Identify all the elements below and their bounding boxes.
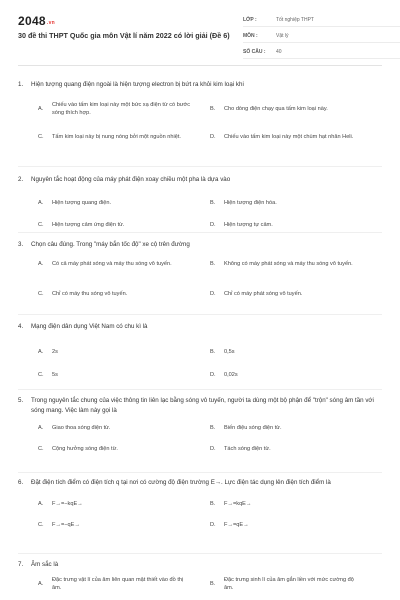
option-d[interactable] bbox=[210, 371, 364, 379]
meta-row-class bbox=[243, 13, 400, 27]
option-text: Hiện tượng quang điện. bbox=[52, 200, 112, 206]
question-2 bbox=[18, 175, 382, 228]
question-number: 7. bbox=[18, 561, 24, 568]
meta-value: 40 bbox=[276, 48, 282, 55]
meta-row-count bbox=[243, 45, 400, 59]
option-letter: B. bbox=[210, 425, 216, 431]
question-text: Nguyên tắc hoạt động của máy phát điện xoay chiều một pha là dựa vào bbox=[31, 176, 231, 183]
option-letter: B. bbox=[210, 200, 216, 206]
question-number: 2. bbox=[18, 176, 24, 183]
question-7 bbox=[18, 560, 382, 591]
divider bbox=[18, 389, 382, 390]
option-text: Chỉ có máy phát sóng vô tuyến. bbox=[224, 291, 303, 297]
option-text: Hiện tượng điện hóa. bbox=[224, 200, 277, 206]
option-letter: C. bbox=[38, 134, 44, 140]
option-letter: A. bbox=[38, 349, 44, 355]
option-letter: D. bbox=[210, 446, 216, 452]
option-text: Hiện tượng cảm ứng điện từ. bbox=[52, 222, 125, 228]
question-4 bbox=[18, 322, 382, 378]
option-text: Chiếu vào tấm kim loại này một chùm hạt nhân Heli. bbox=[224, 134, 354, 140]
option-letter: B. bbox=[210, 261, 216, 267]
option-text: 0,02s bbox=[224, 372, 238, 378]
option-text: 2s bbox=[52, 349, 58, 355]
option-a[interactable] bbox=[38, 348, 192, 356]
option-letter: A. bbox=[38, 425, 44, 431]
logo-main-text: 2048 bbox=[18, 14, 46, 28]
document-title: 30 đề thi THPT Quốc gia môn Vật lí năm 2022 có lời giải (Đề 6) bbox=[18, 31, 230, 40]
option-text: Chỉ có máy thu sóng vô tuyến. bbox=[52, 291, 128, 297]
option-b[interactable] bbox=[210, 199, 364, 207]
option-text: Chiếu vào tấm kim loại này một bức xạ điện từ có bước sóng thích hợp. bbox=[52, 102, 191, 116]
option-letter: B. bbox=[210, 501, 216, 507]
question-number: 6. bbox=[18, 479, 24, 486]
meta-value: Tốt nghiệp THPT bbox=[276, 16, 314, 23]
option-d[interactable] bbox=[210, 133, 364, 141]
option-c[interactable] bbox=[38, 133, 192, 141]
option-letter: D. bbox=[210, 372, 216, 378]
option-letter: A. bbox=[38, 501, 44, 507]
option-letter: D. bbox=[210, 222, 216, 228]
option-text: Hiện tượng tự cảm. bbox=[224, 222, 273, 228]
question-text: Đặt điện tích điểm có điện tích q tại nơi có cường độ điện trường E→. Lực điện tác dụng lên điện tích điểm là bbox=[31, 479, 331, 486]
option-b[interactable] bbox=[210, 348, 364, 356]
document-meta bbox=[243, 13, 400, 61]
option-letter: D. bbox=[210, 522, 216, 528]
option-a[interactable] bbox=[38, 101, 192, 117]
option-letter: C. bbox=[38, 372, 44, 378]
option-d[interactable] bbox=[210, 445, 364, 453]
option-letter: A. bbox=[38, 581, 44, 587]
question-text: Hiện tượng quang điện ngoài là hiện tượng electron bị bứt ra khỏi kim loại khi bbox=[31, 81, 244, 88]
option-text: 0,5s bbox=[224, 349, 235, 355]
divider bbox=[18, 314, 382, 315]
option-letter: B. bbox=[210, 349, 216, 355]
option-a[interactable] bbox=[38, 199, 192, 207]
question-5 bbox=[18, 396, 382, 452]
meta-label: MÔN : bbox=[243, 32, 258, 39]
option-text: F→=−qE→ bbox=[52, 522, 80, 528]
option-text: Có cả máy phát sóng và máy thu sóng vô tuyến. bbox=[52, 261, 172, 267]
option-a[interactable] bbox=[38, 500, 192, 508]
question-text: Chọn câu đúng. Trong "máy bắn tốc độ" xe cộ trên đường bbox=[31, 241, 190, 248]
question-3 bbox=[18, 240, 382, 297]
question-1 bbox=[18, 80, 382, 140]
option-letter: A. bbox=[38, 261, 44, 267]
option-a[interactable] bbox=[38, 576, 192, 592]
question-text: Trong nguyên tắc chung của việc thông tin liên lạc bằng sóng vô tuyến, người ta dùng một bộ phận để "trộn" sóng âm tần với sóng mang. Việc làm này gọi là bbox=[31, 397, 374, 414]
option-a[interactable] bbox=[38, 260, 192, 268]
option-letter: B. bbox=[210, 106, 216, 112]
option-text: Tấm kim loại này bị nung nóng bởi một nguồn nhiệt. bbox=[52, 134, 181, 140]
question-6 bbox=[18, 478, 382, 528]
option-text: Đặc trưng sinh lí của âm gắn liền với mức cường độ âm. bbox=[224, 577, 354, 591]
site-logo[interactable] bbox=[18, 14, 55, 28]
option-b[interactable] bbox=[210, 500, 364, 508]
option-letter: B. bbox=[210, 581, 216, 587]
option-d[interactable] bbox=[210, 521, 364, 529]
option-text: Biến điệu sóng điện từ. bbox=[224, 425, 282, 431]
divider bbox=[18, 232, 382, 233]
option-c[interactable] bbox=[38, 221, 192, 229]
option-text: Tách sóng điện từ. bbox=[224, 446, 271, 452]
option-letter: C. bbox=[38, 222, 44, 228]
option-text: Cho dòng điện chạy qua tấm kim loại này. bbox=[224, 106, 328, 112]
option-b[interactable] bbox=[210, 424, 364, 432]
option-text: F→=qE→ bbox=[224, 522, 249, 528]
option-b[interactable] bbox=[210, 576, 364, 592]
meta-value: Vật lý bbox=[276, 32, 289, 39]
option-text: F→=kqE→ bbox=[224, 501, 252, 507]
option-d[interactable] bbox=[210, 221, 364, 229]
option-letter: D. bbox=[210, 134, 216, 140]
question-number: 4. bbox=[18, 323, 24, 330]
question-number: 1. bbox=[18, 81, 24, 88]
option-a[interactable] bbox=[38, 424, 192, 432]
option-c[interactable] bbox=[38, 445, 192, 453]
option-text: F→=−kqE→ bbox=[52, 501, 83, 507]
option-letter: A. bbox=[38, 106, 44, 112]
question-number: 5. bbox=[18, 397, 24, 404]
divider bbox=[18, 553, 382, 554]
meta-row-subject bbox=[243, 29, 400, 43]
option-c[interactable] bbox=[38, 290, 192, 298]
document-header bbox=[18, 0, 382, 66]
question-text: Âm sắc là bbox=[31, 561, 59, 568]
divider bbox=[18, 472, 382, 473]
option-letter: C. bbox=[38, 522, 44, 528]
question-number: 3. bbox=[18, 241, 24, 248]
option-c[interactable] bbox=[38, 521, 192, 529]
divider bbox=[18, 166, 382, 167]
option-d[interactable] bbox=[210, 290, 364, 298]
option-c[interactable] bbox=[38, 371, 192, 379]
meta-label: LỚP : bbox=[243, 16, 257, 23]
option-text: Giao thoa sóng điện từ. bbox=[52, 425, 111, 431]
option-text: Không có máy phát sóng và máy thu sóng vô tuyến. bbox=[224, 261, 353, 267]
option-letter: D. bbox=[210, 291, 216, 297]
option-text: Cộng hưởng sóng điện từ. bbox=[52, 446, 118, 452]
option-b[interactable] bbox=[210, 260, 364, 268]
meta-label: SỐ CÂU : bbox=[243, 48, 266, 55]
option-letter: C. bbox=[38, 446, 44, 452]
option-text: 5s bbox=[52, 372, 58, 378]
option-text: Đặc trưng vật lí của âm liên quan mật thiết vào đồ thị âm. bbox=[52, 577, 184, 591]
option-letter: A. bbox=[38, 200, 44, 206]
question-text: Mạng điện dân dụng Việt Nam có chu kì là bbox=[31, 323, 148, 330]
logo-sub-text: .vn bbox=[46, 20, 56, 26]
option-b[interactable] bbox=[210, 105, 364, 113]
option-letter: C. bbox=[38, 291, 44, 297]
